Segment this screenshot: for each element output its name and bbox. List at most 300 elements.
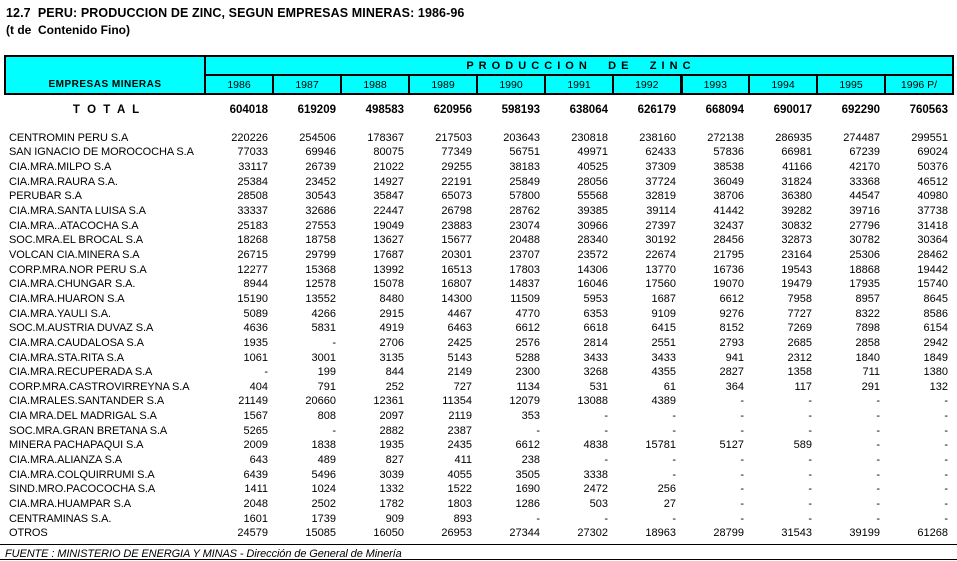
value-cell: 18268 bbox=[237, 234, 268, 247]
value-cell: 1840 bbox=[855, 351, 880, 364]
value-cell: 25183 bbox=[237, 219, 268, 232]
value-cell: 1286 bbox=[515, 498, 540, 511]
value-cell: - bbox=[944, 439, 948, 452]
value-cell: - bbox=[740, 395, 744, 408]
value-cell: 35847 bbox=[373, 190, 404, 203]
value-cell: 1380 bbox=[923, 366, 948, 379]
value-cell: 2119 bbox=[448, 410, 472, 423]
value-cell: 16807 bbox=[441, 278, 472, 291]
value-cell: 404 bbox=[249, 380, 268, 393]
value-cell: 12361 bbox=[373, 395, 404, 408]
table-row bbox=[5, 204, 953, 219]
value-cell: 7727 bbox=[787, 307, 812, 320]
value-cell: - bbox=[876, 483, 880, 496]
table-row bbox=[5, 219, 953, 234]
company-name-cell: CENTRAMINAS S.A. bbox=[9, 512, 112, 525]
value-cell: 3433 bbox=[583, 351, 608, 364]
total-value-cell: 598193 bbox=[501, 104, 540, 116]
year-column-header: 1994 bbox=[749, 75, 817, 94]
value-cell: 2942 bbox=[923, 336, 948, 349]
value-cell: 291 bbox=[861, 380, 880, 393]
value-cell: 50376 bbox=[917, 160, 948, 173]
value-cell: 6154 bbox=[923, 322, 948, 335]
value-cell: 15078 bbox=[373, 278, 404, 291]
year-column-header: 1992 bbox=[613, 75, 681, 94]
value-cell: 25306 bbox=[849, 248, 880, 261]
value-cell: 1522 bbox=[447, 483, 472, 496]
value-cell: 8944 bbox=[243, 278, 268, 291]
value-cell: 26715 bbox=[237, 248, 268, 261]
value-cell: 14300 bbox=[441, 292, 472, 305]
value-cell: 2793 bbox=[719, 336, 744, 349]
value-cell: 13088 bbox=[577, 395, 608, 408]
value-cell: 23883 bbox=[441, 219, 472, 232]
value-cell: 15677 bbox=[441, 234, 472, 247]
footer-bottom-rule bbox=[0, 559, 957, 560]
value-cell: 203643 bbox=[503, 131, 540, 144]
value-cell: 6618 bbox=[583, 322, 608, 335]
value-cell: 21795 bbox=[713, 248, 744, 261]
value-cell: 12277 bbox=[237, 263, 268, 276]
value-cell: 62433 bbox=[645, 146, 676, 159]
company-name-cell: CIA.MRA.RECUPERADA S.A bbox=[9, 366, 153, 379]
value-cell: 4055 bbox=[447, 468, 472, 481]
value-cell: 19543 bbox=[781, 263, 812, 276]
value-cell: 2685 bbox=[787, 336, 812, 349]
value-cell: 30543 bbox=[305, 190, 336, 203]
value-cell: 256 bbox=[657, 483, 676, 496]
value-cell: 23452 bbox=[305, 175, 336, 188]
value-cell: - bbox=[604, 410, 608, 423]
table-row bbox=[5, 248, 953, 263]
value-cell: 1838 bbox=[311, 439, 336, 452]
value-cell: 27344 bbox=[509, 527, 540, 540]
value-cell: 4467 bbox=[447, 307, 472, 320]
value-cell: 29255 bbox=[441, 160, 472, 173]
value-cell: 19442 bbox=[917, 263, 948, 276]
table-row bbox=[5, 263, 953, 278]
value-cell: - bbox=[740, 468, 744, 481]
value-cell: 4389 bbox=[651, 395, 676, 408]
value-cell: 33337 bbox=[237, 204, 268, 217]
table-row bbox=[5, 365, 953, 380]
value-cell: 12079 bbox=[509, 395, 540, 408]
value-cell: 26739 bbox=[305, 160, 336, 173]
value-cell: 20301 bbox=[441, 248, 472, 261]
total-value-cell: 604018 bbox=[229, 104, 268, 116]
value-cell: 2576 bbox=[515, 336, 540, 349]
value-cell: 65073 bbox=[441, 190, 472, 203]
company-name-cell: SOC.M.AUSTRIA DUVAZ S.A bbox=[9, 322, 154, 335]
value-cell: 28056 bbox=[577, 175, 608, 188]
value-cell: 252 bbox=[385, 380, 404, 393]
value-cell: 27796 bbox=[849, 219, 880, 232]
value-cell: 38706 bbox=[713, 190, 744, 203]
value-cell: 21022 bbox=[373, 160, 404, 173]
value-cell: 5831 bbox=[311, 322, 336, 335]
table-row bbox=[5, 277, 953, 292]
value-cell: 589 bbox=[793, 439, 812, 452]
company-name-cell: CORP.MRA.NOR PERU S.A bbox=[9, 263, 147, 276]
total-value-cell: 690017 bbox=[773, 104, 812, 116]
value-cell: - bbox=[740, 424, 744, 437]
value-cell: 272138 bbox=[707, 131, 744, 144]
total-row bbox=[5, 94, 953, 131]
value-cell: 1358 bbox=[787, 366, 812, 379]
value-cell: 3338 bbox=[583, 468, 608, 481]
value-cell: 8152 bbox=[719, 322, 744, 335]
value-cell: 808 bbox=[317, 410, 336, 423]
table-row bbox=[5, 394, 953, 409]
value-cell: 2915 bbox=[379, 307, 404, 320]
value-cell: 36380 bbox=[781, 190, 812, 203]
value-cell: 7958 bbox=[787, 292, 812, 305]
value-cell: 8322 bbox=[855, 307, 880, 320]
value-cell: 69024 bbox=[917, 146, 948, 159]
value-cell: - bbox=[944, 410, 948, 423]
value-cell: 3039 bbox=[379, 468, 404, 481]
value-cell: 9109 bbox=[651, 307, 676, 320]
value-cell: 55568 bbox=[577, 190, 608, 203]
value-cell: 4919 bbox=[379, 322, 404, 335]
value-cell: 909 bbox=[385, 512, 404, 525]
value-cell: 31824 bbox=[781, 175, 812, 188]
value-cell: 711 bbox=[862, 366, 880, 379]
value-cell: - bbox=[944, 424, 948, 437]
value-cell: 41166 bbox=[782, 160, 812, 173]
company-name-cell: CIA.MRA.MILPO S.A bbox=[9, 160, 112, 173]
value-cell: 3433 bbox=[651, 351, 676, 364]
value-cell: 827 bbox=[385, 454, 404, 467]
value-cell: 2097 bbox=[379, 410, 404, 423]
value-cell: 15740 bbox=[917, 278, 948, 291]
value-cell: 56751 bbox=[509, 146, 540, 159]
value-cell: - bbox=[672, 410, 676, 423]
value-cell: 41442 bbox=[713, 204, 744, 217]
value-cell: 14837 bbox=[509, 278, 540, 291]
value-cell: - bbox=[740, 454, 744, 467]
zinc-production-table bbox=[4, 55, 954, 541]
value-cell: 5089 bbox=[243, 307, 268, 320]
company-name-cell: SIND.MRO.PACOCOCHA S.A bbox=[9, 483, 156, 496]
value-cell: - bbox=[672, 454, 676, 467]
table-row bbox=[5, 189, 953, 204]
value-cell: 32686 bbox=[305, 204, 336, 217]
value-cell: 8586 bbox=[923, 307, 948, 320]
value-cell: 19070 bbox=[713, 278, 744, 291]
company-name-cell: CORP.MRA.CASTROVIRREYNA S.A bbox=[9, 380, 190, 393]
table-row bbox=[5, 468, 953, 483]
value-cell: - bbox=[536, 424, 540, 437]
value-cell: 32437 bbox=[713, 219, 744, 232]
value-cell: - bbox=[604, 512, 608, 525]
total-value-cell: 498583 bbox=[365, 104, 404, 116]
value-cell: 20488 bbox=[509, 234, 540, 247]
value-cell: - bbox=[808, 424, 812, 437]
value-cell: 178367 bbox=[367, 131, 404, 144]
value-cell: 1935 bbox=[379, 439, 404, 452]
value-cell: 27302 bbox=[577, 527, 608, 540]
value-cell: 2706 bbox=[379, 336, 404, 349]
value-cell: 44547 bbox=[849, 190, 880, 203]
total-value-cell: 692290 bbox=[841, 104, 880, 116]
value-cell: 37309 bbox=[645, 160, 676, 173]
value-cell: 22447 bbox=[373, 204, 404, 217]
total-value-cell: 668094 bbox=[705, 104, 744, 116]
company-name-cell: CIA.MRA.STA.RITA S.A bbox=[9, 351, 124, 364]
value-cell: 286935 bbox=[775, 131, 812, 144]
value-cell: 2551 bbox=[651, 336, 676, 349]
value-cell: - bbox=[808, 512, 812, 525]
value-cell: 4266 bbox=[311, 307, 336, 320]
value-cell: 274487 bbox=[843, 131, 880, 144]
value-cell: 26953 bbox=[441, 527, 472, 540]
value-cell: 791 bbox=[317, 380, 336, 393]
company-name-cell: CIA.MRA.COLQUIRRUMI S.A bbox=[9, 468, 155, 481]
value-cell: 28340 bbox=[577, 234, 608, 247]
value-cell: - bbox=[604, 454, 608, 467]
value-cell: - bbox=[876, 424, 880, 437]
table-row bbox=[5, 351, 953, 366]
value-cell: 643 bbox=[249, 454, 268, 467]
value-cell: 2502 bbox=[311, 498, 336, 511]
table-row bbox=[5, 321, 953, 336]
value-cell: 18868 bbox=[849, 263, 880, 276]
value-cell: - bbox=[876, 454, 880, 467]
column-header-empresas-mineras: EMPRESAS MINERAS bbox=[5, 56, 205, 94]
value-cell: 80075 bbox=[373, 146, 404, 159]
value-cell: 238 bbox=[521, 454, 540, 467]
value-cell: 7898 bbox=[855, 322, 880, 335]
value-cell: 22191 bbox=[441, 175, 472, 188]
value-cell: 57836 bbox=[713, 146, 744, 159]
value-cell: 23074 bbox=[509, 219, 540, 232]
value-cell: - bbox=[808, 410, 812, 423]
value-cell: 2149 bbox=[447, 366, 472, 379]
value-cell: 42170 bbox=[849, 160, 880, 173]
value-cell: 28508 bbox=[237, 190, 268, 203]
value-cell: 19479 bbox=[781, 278, 812, 291]
value-cell: 27397 bbox=[645, 219, 676, 232]
year-column-header: 1996 P/ bbox=[885, 75, 953, 94]
value-cell: - bbox=[672, 512, 676, 525]
table-row bbox=[5, 292, 953, 307]
value-cell: 7269 bbox=[787, 322, 812, 335]
value-cell: 8957 bbox=[855, 292, 880, 305]
value-cell: 67239 bbox=[849, 146, 880, 159]
value-cell: 9276 bbox=[719, 307, 744, 320]
value-cell: 1024 bbox=[311, 483, 336, 496]
value-cell: 5127 bbox=[719, 439, 744, 452]
total-value-cell: 760563 bbox=[909, 104, 948, 116]
page-subtitle: (t de Contenido Fino) bbox=[6, 23, 130, 37]
value-cell: 69946 bbox=[305, 146, 336, 159]
value-cell: 57800 bbox=[509, 190, 540, 203]
value-cell: 1332 bbox=[379, 483, 404, 496]
table-row bbox=[5, 380, 953, 395]
value-cell: 1134 bbox=[516, 380, 540, 393]
value-cell: 37738 bbox=[917, 204, 948, 217]
year-column-header: 1986 bbox=[205, 75, 273, 94]
value-cell: 61 bbox=[663, 380, 676, 393]
value-cell: - bbox=[740, 483, 744, 496]
value-cell: 21149 bbox=[238, 395, 268, 408]
value-cell: 6439 bbox=[243, 468, 268, 481]
value-cell: - bbox=[672, 468, 676, 481]
value-cell: 28762 bbox=[509, 204, 540, 217]
table-row bbox=[5, 512, 953, 527]
value-cell: - bbox=[808, 483, 812, 496]
value-cell: 39385 bbox=[577, 204, 608, 217]
table-row bbox=[5, 424, 953, 439]
value-cell: 2472 bbox=[583, 483, 608, 496]
value-cell: - bbox=[876, 395, 880, 408]
value-cell: 33368 bbox=[849, 175, 880, 188]
value-cell: 503 bbox=[589, 498, 608, 511]
value-cell: 23164 bbox=[781, 248, 812, 261]
value-cell: 299551 bbox=[911, 131, 948, 144]
value-cell: 17803 bbox=[509, 263, 540, 276]
value-cell: 36049 bbox=[713, 175, 744, 188]
value-cell: - bbox=[536, 512, 540, 525]
year-column-header: 1991 bbox=[545, 75, 613, 94]
value-cell: 2387 bbox=[447, 424, 472, 437]
value-cell: - bbox=[876, 498, 880, 511]
value-cell: 16513 bbox=[441, 263, 472, 276]
table-body bbox=[5, 94, 953, 541]
value-cell: 4355 bbox=[651, 366, 676, 379]
value-cell: 19049 bbox=[373, 219, 404, 232]
year-column-header: 1993 bbox=[681, 75, 749, 94]
table-row bbox=[5, 145, 953, 160]
table-row bbox=[5, 307, 953, 322]
value-cell: 28799 bbox=[713, 527, 744, 540]
total-value-cell: 638064 bbox=[569, 104, 608, 116]
company-name-cell: CIA MRA.DEL MADRIGAL S.A bbox=[9, 410, 157, 423]
group-header-row bbox=[5, 56, 953, 75]
value-cell: - bbox=[808, 468, 812, 481]
value-cell: 2435 bbox=[447, 439, 472, 452]
value-cell: - bbox=[808, 498, 812, 511]
value-cell: - bbox=[604, 424, 608, 437]
value-cell: 30364 bbox=[917, 234, 948, 247]
company-name-cell: CIA.MRA.RAURA S.A. bbox=[9, 175, 118, 188]
value-cell: 30782 bbox=[849, 234, 880, 247]
value-cell: 6612 bbox=[515, 322, 540, 335]
value-cell: 2425 bbox=[447, 336, 472, 349]
value-cell: 941 bbox=[725, 351, 744, 364]
value-cell: 16046 bbox=[577, 278, 608, 291]
value-cell: 27 bbox=[663, 498, 676, 511]
value-cell: 8480 bbox=[379, 292, 404, 305]
value-cell: 3268 bbox=[583, 366, 608, 379]
value-cell: - bbox=[944, 512, 948, 525]
value-cell: 364 bbox=[725, 380, 744, 393]
value-cell: 6353 bbox=[583, 307, 608, 320]
value-cell: 1687 bbox=[651, 292, 676, 305]
year-column-header: 1988 bbox=[341, 75, 409, 94]
value-cell: 27553 bbox=[305, 219, 336, 232]
value-cell: 17935 bbox=[849, 278, 880, 291]
value-cell: 844 bbox=[385, 366, 404, 379]
value-cell: 2858 bbox=[855, 336, 880, 349]
company-name-cell: SOC.MRA.EL BROCAL S.A bbox=[9, 234, 144, 247]
value-cell: - bbox=[740, 512, 744, 525]
value-cell: 2300 bbox=[515, 366, 540, 379]
company-name-cell: CIA.MRALES.SANTANDER S.A bbox=[9, 395, 165, 408]
total-value-cell: 620956 bbox=[433, 104, 472, 116]
value-cell: 32819 bbox=[645, 190, 676, 203]
value-cell: 1411 bbox=[244, 483, 268, 496]
value-cell: - bbox=[672, 424, 676, 437]
value-cell: 13770 bbox=[645, 263, 676, 276]
value-cell: - bbox=[808, 395, 812, 408]
value-cell: - bbox=[876, 468, 880, 481]
value-cell: 14927 bbox=[373, 175, 404, 188]
value-cell: 15085 bbox=[305, 527, 336, 540]
value-cell: - bbox=[944, 483, 948, 496]
value-cell: 25849 bbox=[509, 175, 540, 188]
value-cell: - bbox=[876, 439, 880, 452]
page-title: 12.7 PERU: PRODUCCION DE ZINC, SEGUN EMPRESAS MINERAS: 1986-96 bbox=[6, 6, 465, 20]
value-cell: 5265 bbox=[243, 424, 268, 437]
value-cell: 217503 bbox=[435, 131, 472, 144]
value-cell: 531 bbox=[589, 380, 608, 393]
value-cell: 77349 bbox=[441, 146, 472, 159]
value-cell: 20660 bbox=[305, 395, 336, 408]
year-column-header: 1995 bbox=[817, 75, 885, 94]
value-cell: 2009 bbox=[243, 439, 268, 452]
source-note: FUENTE : MINISTERIO DE ENERGIA Y MINAS - Dirección de General de Minería bbox=[5, 548, 402, 560]
value-cell: 353 bbox=[521, 410, 540, 423]
group-header-produccion-de-zinc: P R O D U C C I O N D E Z I N C bbox=[205, 56, 953, 75]
company-name-cell: CIA.MRA.CHUNGAR S.A. bbox=[9, 278, 136, 291]
value-cell: - bbox=[740, 410, 744, 423]
value-cell: 6463 bbox=[447, 322, 472, 335]
table-row bbox=[5, 497, 953, 512]
company-name-cell: CIA.MRA.YAULI S.A. bbox=[9, 307, 111, 320]
value-cell: 29799 bbox=[305, 248, 336, 261]
value-cell: 1849 bbox=[923, 351, 948, 364]
value-cell: 4838 bbox=[583, 439, 608, 452]
value-cell: 39716 bbox=[849, 204, 880, 217]
value-cell: 31418 bbox=[917, 219, 948, 232]
value-cell: - bbox=[944, 468, 948, 481]
value-cell: 49971 bbox=[577, 146, 608, 159]
value-cell: 66981 bbox=[781, 146, 812, 159]
value-cell: 4636 bbox=[243, 322, 268, 335]
value-cell: - bbox=[944, 395, 948, 408]
company-name-cell: CIA.MRA..ATACOCHA S.A bbox=[9, 219, 139, 232]
value-cell: 13627 bbox=[373, 234, 404, 247]
company-name-cell: CIA.MRA.HUAMPAR S.A bbox=[9, 498, 131, 511]
value-cell: 1803 bbox=[447, 498, 472, 511]
value-cell: 489 bbox=[317, 454, 336, 467]
value-cell: 254506 bbox=[299, 131, 336, 144]
value-cell: 39282 bbox=[781, 204, 812, 217]
value-cell: 77033 bbox=[237, 146, 268, 159]
value-cell: 38183 bbox=[509, 160, 540, 173]
value-cell: 6415 bbox=[651, 322, 676, 335]
value-cell: 2882 bbox=[379, 424, 404, 437]
value-cell: 31543 bbox=[781, 527, 812, 540]
value-cell: 33117 bbox=[238, 160, 268, 173]
value-cell: 238160 bbox=[639, 131, 676, 144]
value-cell: 30832 bbox=[781, 219, 812, 232]
value-cell: 2827 bbox=[719, 366, 744, 379]
value-cell: 411 bbox=[454, 454, 472, 467]
value-cell: 22674 bbox=[645, 248, 676, 261]
